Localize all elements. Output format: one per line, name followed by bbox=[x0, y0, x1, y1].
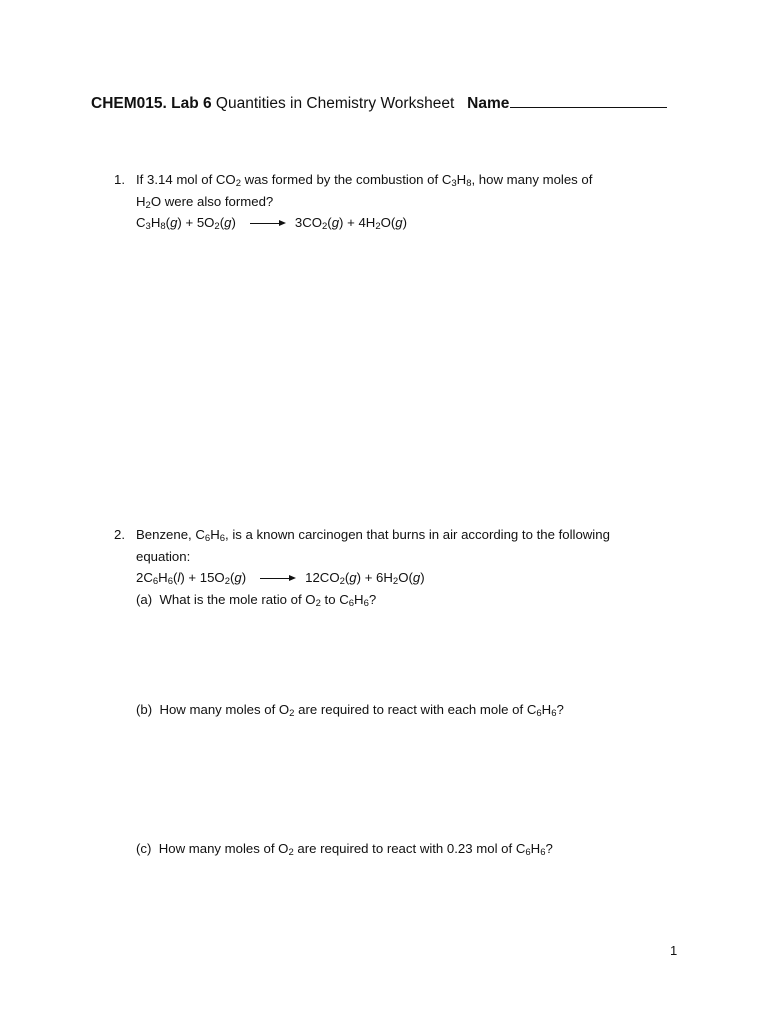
question-1-line-1: If 3.14 mol of $CO_2$ was formed by the combustion of $C_3H_8$, how many moles of bbox=[136, 172, 593, 189]
sub-question-c bbox=[136, 838, 553, 860]
question-1-line-2: $H_2O$ were also formed? bbox=[136, 193, 274, 211]
page-title bbox=[91, 93, 667, 113]
equation-2 bbox=[136, 567, 610, 589]
question-2-line-2: equation: bbox=[136, 548, 191, 564]
name-blank-line bbox=[510, 93, 667, 108]
equation-reactants: $C_3H_8(g) + 5O_2(g)$ bbox=[136, 215, 236, 232]
question-number: 2. bbox=[114, 527, 125, 542]
sub-question-text: How many moles of $O_2$ are required to react with each mole of $C_6H_6$? bbox=[159, 702, 564, 719]
reaction-arrow-icon bbox=[260, 574, 296, 584]
sub-question-b bbox=[136, 699, 564, 721]
equation-products: $12CO_2(g) + 6H_2O(g)$ bbox=[305, 570, 425, 587]
sub-question-text: How many moles of $O_2$ are required to react with 0.23 mol of $C_6H_6$? bbox=[158, 841, 553, 858]
sub-question-text: What is the mole ratio of $O_2$ to $C_6H_6$? bbox=[159, 591, 377, 609]
sub-question-label: (c) bbox=[136, 841, 152, 856]
question-number: 1. bbox=[114, 172, 125, 187]
sub-question-label: (b) bbox=[136, 702, 153, 717]
sub-question-a bbox=[136, 589, 610, 611]
equation-1 bbox=[136, 212, 592, 234]
name-label: Name bbox=[467, 95, 510, 112]
equation-products: $3CO_2(g) + 4H_2O(g)$ bbox=[294, 215, 408, 232]
course-label: CHEM015. Lab 6 bbox=[91, 95, 212, 112]
worksheet-title: Quantities in Chemistry Worksheet bbox=[215, 95, 455, 112]
question-1 bbox=[114, 169, 593, 234]
page-number: 1 bbox=[670, 943, 678, 958]
question-2 bbox=[114, 524, 610, 610]
question-2-line-1: Benzene, $C_6H_6$, is a known carcinogen that burns in air according to the following bbox=[136, 527, 610, 544]
sub-question-label: (a) bbox=[136, 591, 153, 607]
equation-reactants: $2C_6H_6(l) + 15O_2(g)$ bbox=[136, 570, 247, 587]
reaction-arrow-icon bbox=[250, 219, 286, 229]
